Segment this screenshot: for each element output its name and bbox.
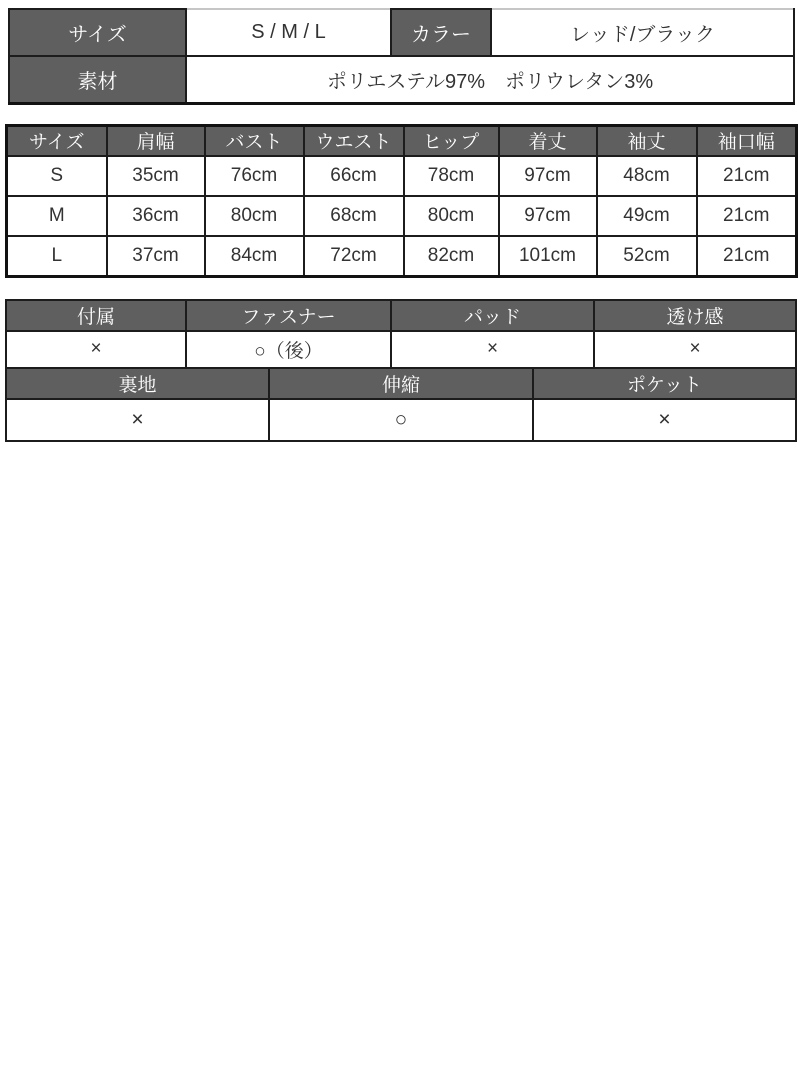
size-chart-header: 肩幅 <box>107 125 205 156</box>
feature-value: × <box>533 399 796 441</box>
size-chart-header: ヒップ <box>404 125 499 156</box>
feature-header: 付属 <box>6 300 186 331</box>
feature-value: ○ <box>269 399 533 441</box>
size-chart-cell: 78cm <box>404 156 499 196</box>
size-chart-cell: 76cm <box>205 156 304 196</box>
size-chart-cell: 84cm <box>205 236 304 276</box>
size-chart-cell: L <box>7 236 107 276</box>
feature-value: × <box>594 331 796 368</box>
size-chart-cell: M <box>7 196 107 236</box>
size-chart-header: サイズ <box>7 125 107 156</box>
size-chart-row-m <box>7 196 797 236</box>
feature-header: パッド <box>391 300 594 331</box>
size-chart-header: 着丈 <box>499 125 597 156</box>
color-value-cell: レッド/ブラック <box>491 9 794 56</box>
feature-table-1-value-row <box>6 331 796 368</box>
material-value-cell: ポリエステル97% ポリウレタン3% <box>186 56 794 103</box>
size-chart-header: バスト <box>205 125 304 156</box>
size-value-cell: S / M / L <box>186 9 391 56</box>
size-chart-cell: 82cm <box>404 236 499 276</box>
size-chart-header: 袖丈 <box>597 125 697 156</box>
color-label-cell: カラー <box>391 9 491 56</box>
feature-value: × <box>6 399 269 441</box>
size-chart-cell: 52cm <box>597 236 697 276</box>
size-chart-row-s <box>7 156 797 196</box>
feature-table-2-value-row <box>6 399 796 441</box>
size-chart-cell: 101cm <box>499 236 597 276</box>
size-chart-cell: 80cm <box>205 196 304 236</box>
size-chart-cell: 49cm <box>597 196 697 236</box>
size-chart-cell: 48cm <box>597 156 697 196</box>
size-chart-cell: 21cm <box>697 156 797 196</box>
material-label-cell: 素材 <box>9 56 186 103</box>
size-chart-cell: 97cm <box>499 156 597 196</box>
size-chart-cell: 97cm <box>499 196 597 236</box>
feature-table-1 <box>5 299 797 369</box>
feature-header: ファスナー <box>186 300 391 331</box>
size-chart-cell: 35cm <box>107 156 205 196</box>
size-chart-header: 袖口幅 <box>697 125 797 156</box>
summary-row-size-color <box>9 9 794 56</box>
size-chart-cell: 36cm <box>107 196 205 236</box>
size-chart-table <box>5 124 798 278</box>
feature-table-1-header-row <box>6 300 796 331</box>
size-chart-cell: 72cm <box>304 236 404 276</box>
size-chart-cell: 37cm <box>107 236 205 276</box>
size-chart-row-l <box>7 236 797 276</box>
feature-table-2-header-row <box>6 368 796 399</box>
size-chart-cell: 68cm <box>304 196 404 236</box>
feature-value: × <box>6 331 186 368</box>
size-chart-cell: 21cm <box>697 196 797 236</box>
summary-table <box>8 8 795 105</box>
product-spec-sheet <box>0 8 800 442</box>
feature-value: ○（後） <box>186 331 391 368</box>
feature-value: × <box>391 331 594 368</box>
feature-header: 裏地 <box>6 368 269 399</box>
size-chart-cell: S <box>7 156 107 196</box>
size-chart-cell: 66cm <box>304 156 404 196</box>
feature-table-2 <box>5 367 797 442</box>
feature-header: 透け感 <box>594 300 796 331</box>
size-chart-cell: 80cm <box>404 196 499 236</box>
summary-row-material <box>9 56 794 103</box>
size-chart-cell: 21cm <box>697 236 797 276</box>
size-label-cell: サイズ <box>9 9 186 56</box>
feature-header: ポケット <box>533 368 796 399</box>
size-chart-header: ウエスト <box>304 125 404 156</box>
feature-header: 伸縮 <box>269 368 533 399</box>
size-chart-header-row <box>7 125 797 156</box>
